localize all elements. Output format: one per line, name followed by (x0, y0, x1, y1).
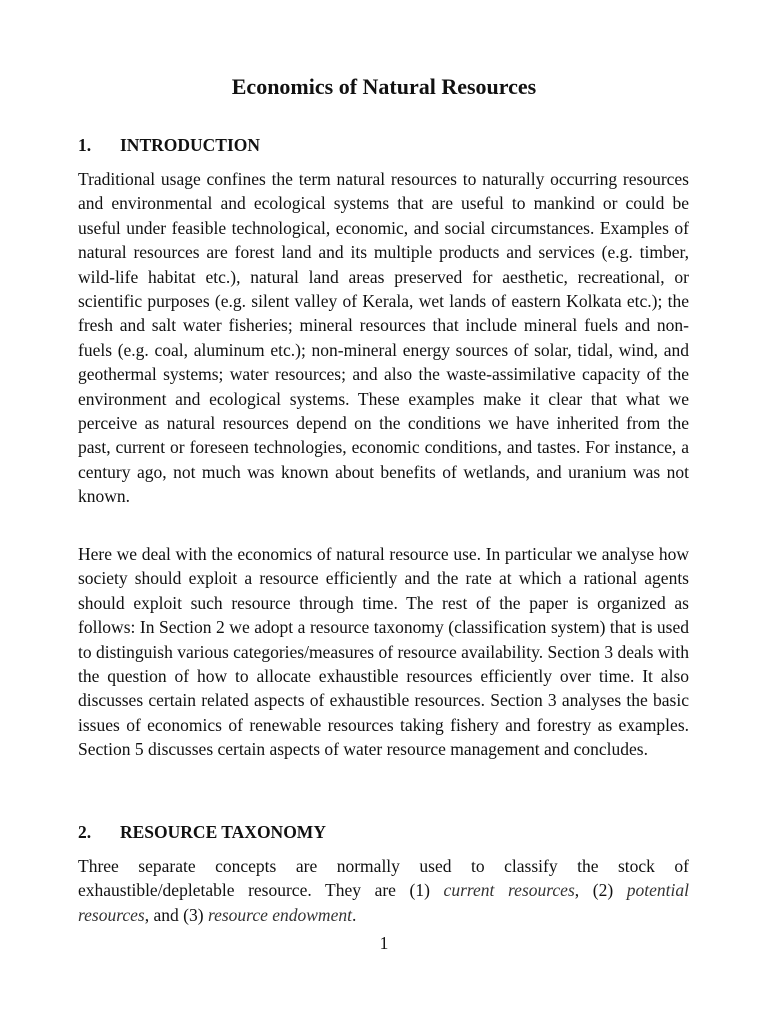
term-potential-resources: potential resources (78, 880, 689, 925)
section-title: INTRODUCTION (120, 135, 261, 155)
paragraph-introduction-1: Traditional usage confines the term natural resources to naturally occurring resources and environmental and ecological systems that are useful to mankind or could be useful under feasible technological, economic, and social circumstances. Examples of natural resources are forest land and its multiple products and services (e.g. timber, wild-life habitat etc.), natural land areas preserved for aesthetic, recreational, or scientific purposes (e.g. silent valley of Kerala, wet lands of eastern Kolkata etc.); the fresh and salt water fisheries; mineral resources that include mineral fuels and non-fuels (e.g. coal, aluminum etc.); non-mineral energy sources of solar, tidal, wind, and geothermal systems; water resources; and also the waste-assimilative capacity of the environment and ecological systems. These examples make it clear that what we perceive as natural resources depend on the conditions we have inherited from the past, current or foreseen technologies, economic conditions, and tastes. For instance, a century ago, not much was known about benefits of wetlands, and uranium was not known. (78, 169, 689, 507)
document-title: Economics of Natural Resources (231, 74, 537, 99)
section-number: 1. (78, 135, 92, 155)
section-title: RESOURCE TAXONOMY (120, 822, 326, 842)
paragraph-introduction-2: Here we deal with the economics of natural resource use. In particular we analyse how society should exploit a resource efficiently and the rate at which a rational agents should exploit such resource through time. The rest of the paper is organized as follows: In Section 2 we adopt a resource taxonomy (classification system) that is used to distinguish various categories/measures of resource availability. Section 3 deals with the question of how to allocate exhaustible resources efficiently over time. It also discusses certain related aspects of exhaustible resources. Section 3 analyses the basic issues of economics of renewable resources taking fishery and forestry as examples. Section 5 discusses certain aspects of water resource management and concludes. (78, 544, 689, 760)
paragraph-text: , (2) (574, 880, 627, 901)
paragraph-text: , and (3) (144, 904, 208, 925)
section-heading-introduction (78, 133, 260, 157)
paragraph-text: . (351, 904, 357, 925)
term-resource-endowment: resource endowment (207, 904, 352, 925)
section-number: 2. (78, 822, 92, 842)
paragraph-taxonomy-1 (78, 854, 689, 927)
term-current-resources: current resources (443, 880, 575, 901)
paragraph-text: Three separate concepts are normally used to classify the stock of exhaustible/depletable resource. They are (1) (78, 856, 689, 901)
page-number: 1 (379, 933, 389, 953)
section-heading-resource-taxonomy (78, 820, 326, 844)
